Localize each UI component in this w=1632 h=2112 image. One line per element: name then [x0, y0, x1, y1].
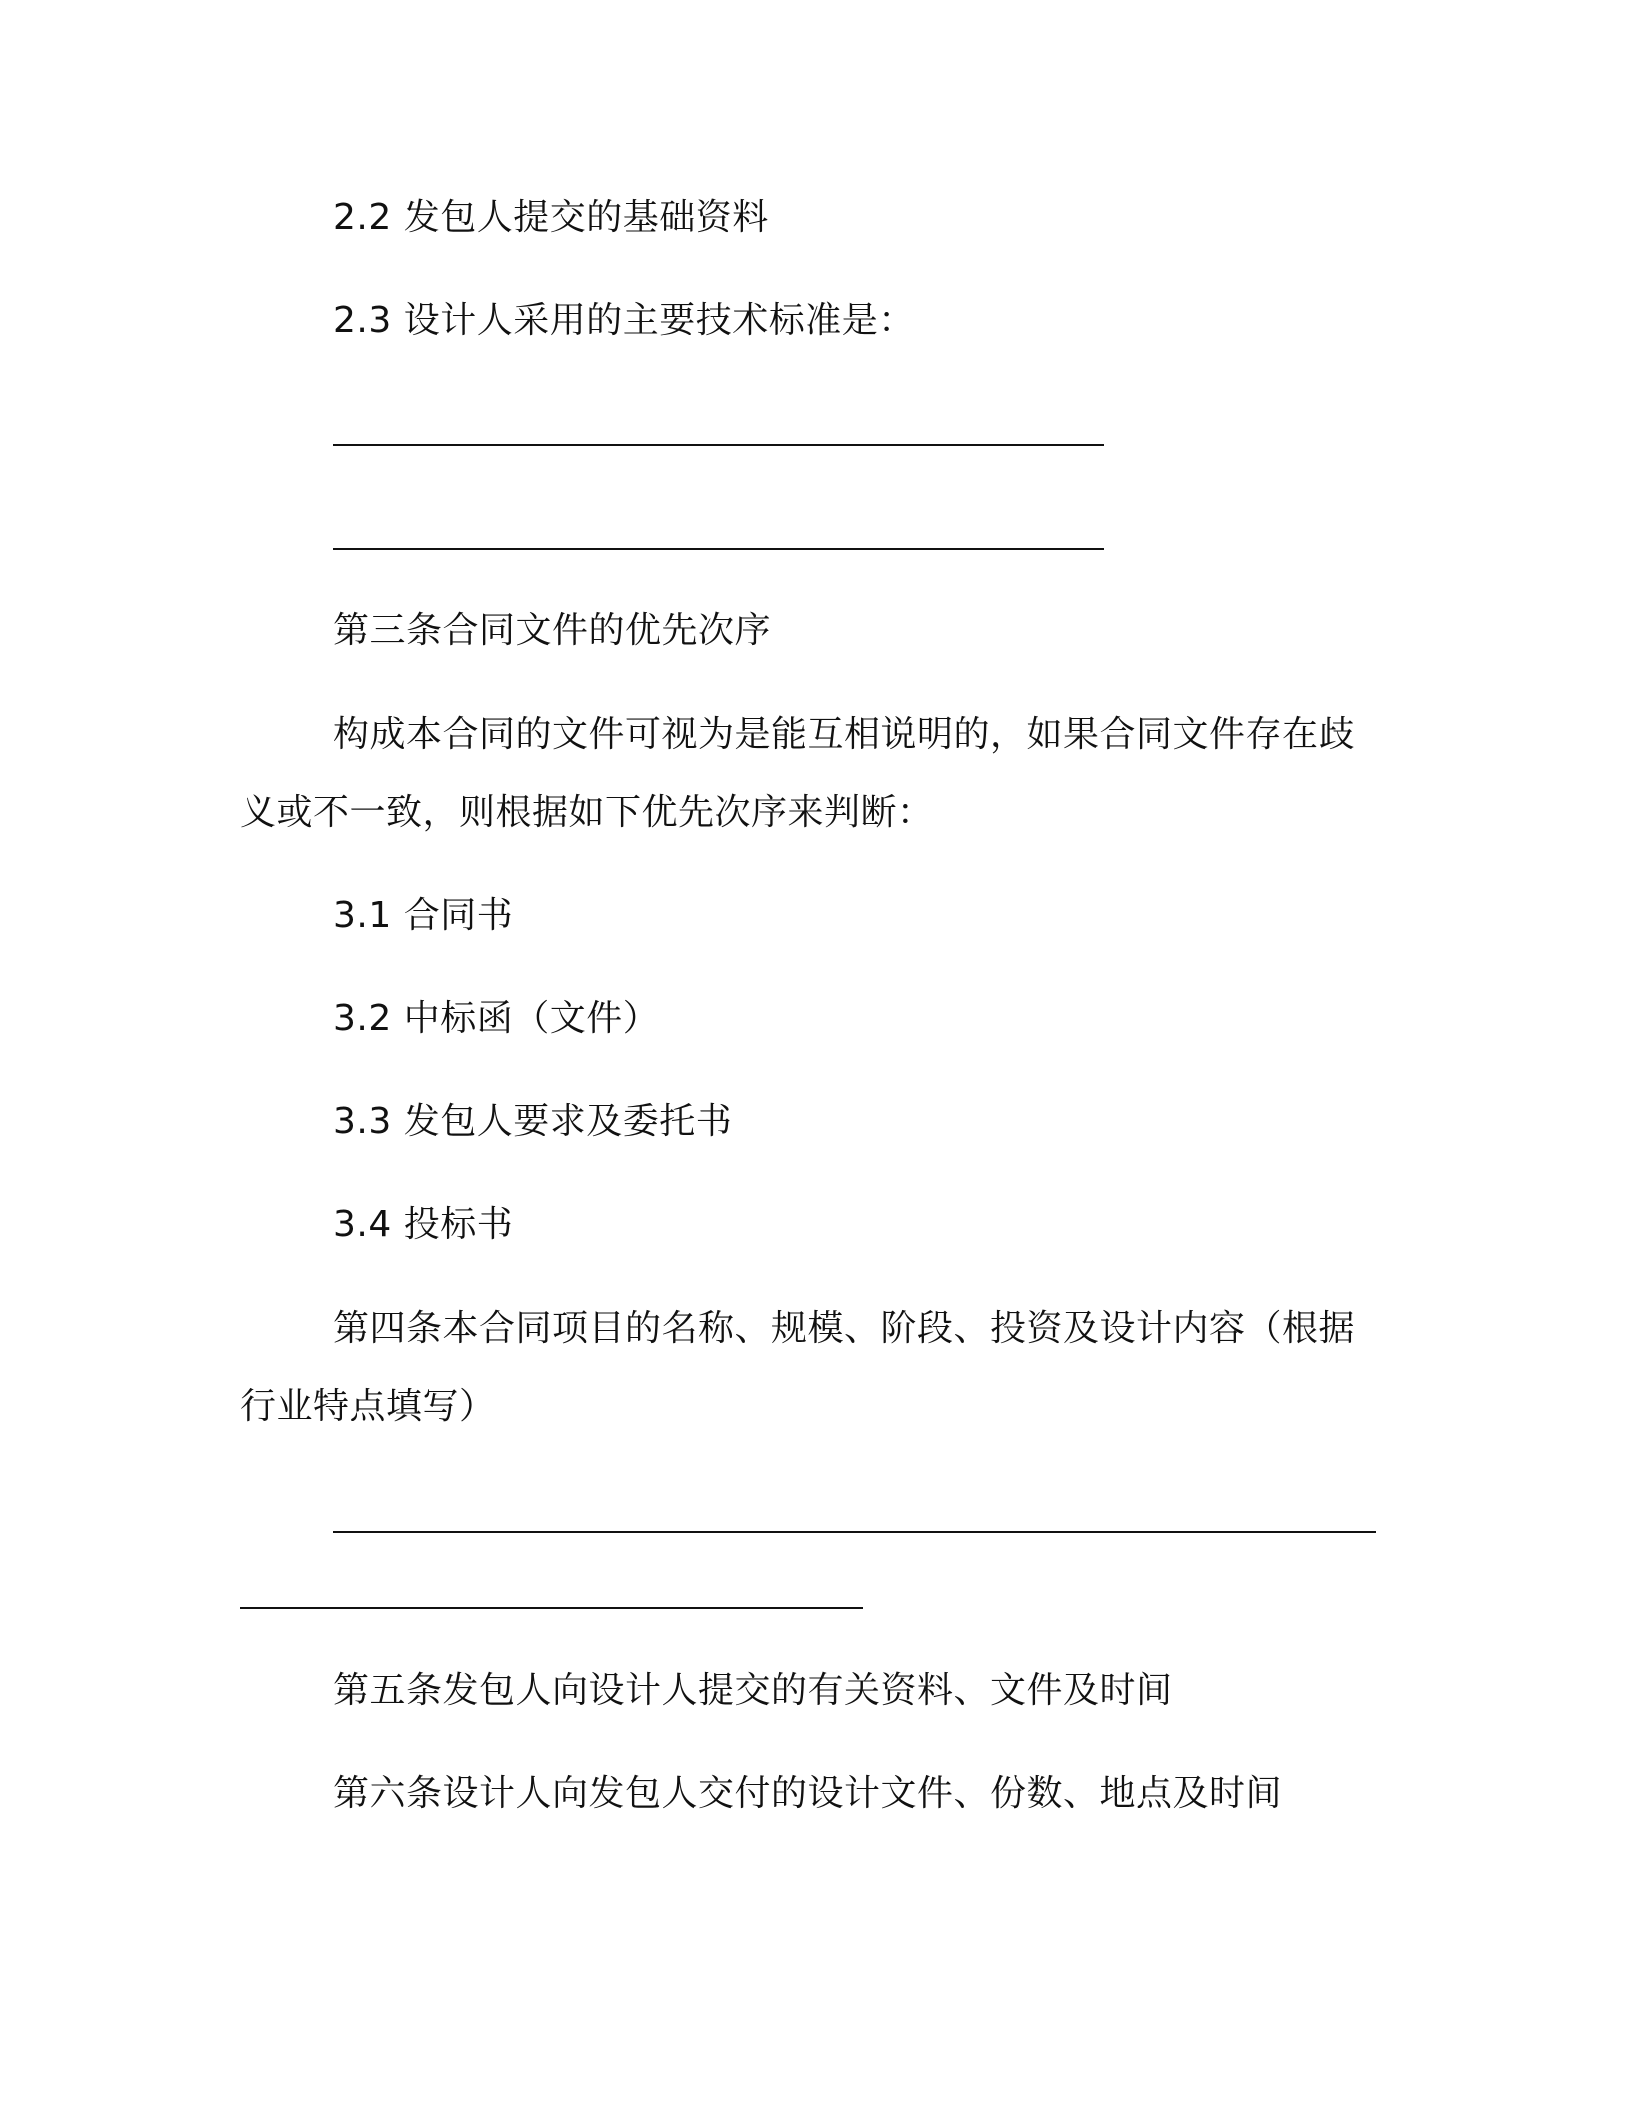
article-3-paragraph-line-2: 义或不一致，则根据如下优先次序来判断： [240, 792, 934, 833]
article-3-paragraph-line-1: 构成本合同的文件可视为是能互相说明的，如果合同文件存在歧 [333, 714, 1356, 755]
clause-2-2: 2.2 发包人提交的基础资料 [333, 197, 769, 238]
clause-3-2: 3.2 中标函（文件） [333, 998, 660, 1039]
article-4-heading-line-2: 行业特点填写） [240, 1386, 496, 1427]
clause-3-3: 3.3 发包人要求及委托书 [333, 1101, 733, 1142]
fill-in-blank-line [333, 548, 1104, 550]
clause-3-1: 3.1 合同书 [333, 895, 514, 936]
article-6-heading: 第六条设计人向发包人交付的设计文件、份数、地点及时间 [333, 1773, 1283, 1814]
article-4-heading-line-1: 第四条本合同项目的名称、规模、阶段、投资及设计内容（根据 [333, 1308, 1356, 1349]
fill-in-blank-line [333, 1531, 1376, 1533]
fill-in-blank-line [240, 1607, 863, 1609]
article-5-heading: 第五条发包人向设计人提交的有关资料、文件及时间 [333, 1670, 1173, 1711]
fill-in-blank-line [333, 444, 1104, 446]
article-3-heading: 第三条合同文件的优先次序 [333, 610, 772, 651]
clause-3-4: 3.4 投标书 [333, 1204, 514, 1245]
clause-2-3: 2.3 设计人采用的主要技术标准是： [333, 300, 915, 341]
